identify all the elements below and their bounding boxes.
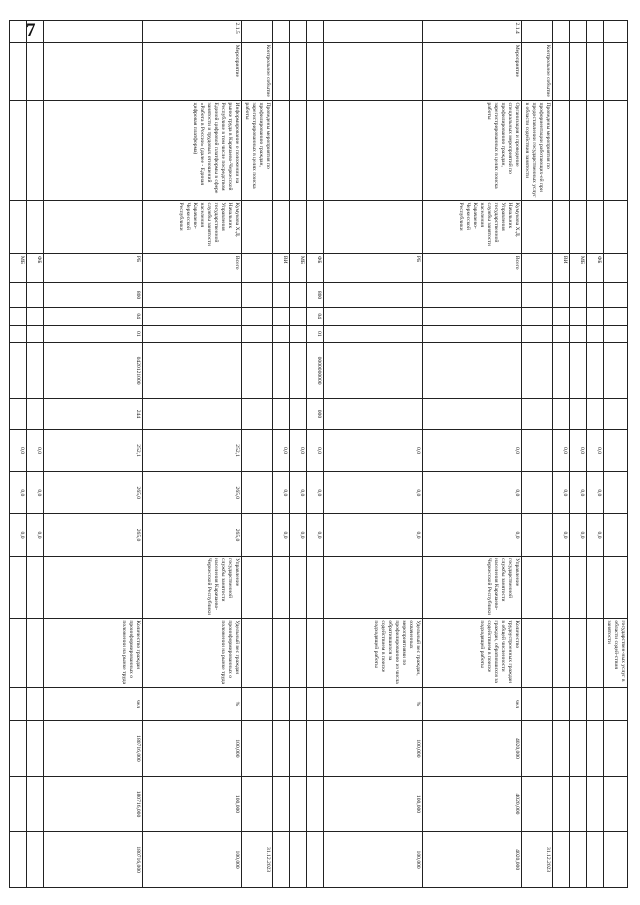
value-cell: 0,0	[27, 429, 44, 471]
indicator-cell: Удельный вес граждан проинформированных о положении на рынке труда	[143, 618, 242, 687]
value-cell: 0,0	[27, 472, 44, 514]
value-cell: 0,0	[27, 514, 44, 556]
executor-cell: Управление государственной службы занятости населения Карачаево-Черкесской Республики	[423, 556, 522, 618]
indicator-value-cell: 180716,000	[44, 776, 143, 832]
responsible-cell: Кумукова Х.Д. Начальник Управления государственной службы занятости населения Карачаево-Черкесской Республики	[423, 201, 522, 254]
table-row	[604, 21, 628, 888]
value-cell: 265,0	[143, 514, 242, 556]
table-row	[307, 21, 324, 888]
value-cell: 265,0	[44, 472, 143, 514]
executor-cell: Управление государственной службы занятости населения Карачаево-Черкесской Республики	[143, 556, 242, 618]
value-cell: 0,0	[307, 472, 324, 514]
source-cell: Всего	[143, 254, 242, 283]
code-cell: 800	[307, 283, 324, 307]
value-cell: 0,0	[423, 472, 522, 514]
source-cell: МБ	[570, 254, 587, 283]
unit-cell: %	[324, 687, 423, 720]
indicator-value-cell: 180716,000	[44, 721, 143, 777]
source-cell: ФБ	[587, 254, 604, 283]
table-row	[324, 21, 423, 888]
value-cell: 0,0	[324, 514, 423, 556]
indicator-value-cell: 180716,000	[44, 832, 143, 888]
code-cell: 01	[307, 325, 324, 343]
source-cell: РБ	[44, 254, 143, 283]
value-cell: 0,0	[290, 514, 307, 556]
code-cell: 800	[44, 283, 143, 307]
source-cell: ВИ	[553, 254, 570, 283]
source-cell: МБ	[290, 254, 307, 283]
code-cell: 244	[44, 398, 143, 429]
value-cell: 265,0	[44, 514, 143, 556]
table-row	[290, 21, 307, 888]
table-row	[143, 21, 242, 888]
value-cell: 0,0	[423, 514, 522, 556]
indicator-cell: Количество граждан проинформированных о положении на рынке труда	[44, 618, 143, 687]
value-cell: 252,1	[143, 429, 242, 471]
value-cell: 0,0	[10, 472, 27, 514]
indicator-value-cell: 100,000	[143, 721, 242, 777]
description-cell: Информирование о положении на рынке труда в Карачаево-Черкесской Республике в том числе посредством Единой цифровой платформы в сфере занятости и трудовых отношений «Работа в России» (далее - Единая цифровая платформа)	[143, 101, 242, 201]
table-row	[587, 21, 604, 888]
indicator-value-cell: 100,000	[143, 832, 242, 888]
value-cell: 0,0	[273, 429, 290, 471]
rotated-table-area	[19, 20, 628, 888]
row-type-cell: Мероприятие	[423, 43, 522, 101]
code-cell: 04	[307, 307, 324, 325]
value-cell: 252,1	[44, 429, 143, 471]
row-type-cell: Контрольное событие	[522, 43, 553, 101]
indicator-value-cell: 100,000	[143, 776, 242, 832]
table-row	[522, 21, 553, 888]
value-cell: 0,0	[324, 472, 423, 514]
row-type-cell: Мероприятие	[143, 43, 242, 101]
source-cell: ФБ	[27, 254, 44, 283]
description-cell: Проведены мероприятия по профориентации работающих-ей при предоставлении государственных услуг в области содействия занятости	[522, 101, 553, 201]
source-cell: ВИ	[273, 254, 290, 283]
table-row	[273, 21, 290, 888]
table-row	[10, 21, 27, 888]
value-cell: 0,0	[553, 472, 570, 514]
date-cell	[242, 721, 273, 777]
row-type-cell: Контрольное событие	[242, 43, 273, 101]
value-cell: 0,0	[10, 514, 27, 556]
value-cell: 0,0	[587, 429, 604, 471]
value-cell: 0,0	[290, 472, 307, 514]
value-cell: 265,0	[143, 472, 242, 514]
indicator-cell: Количество трудоустроенных граждан в общей численности граждан, обратившихся за содействием в поиске подходящей работы	[423, 618, 522, 687]
table-row	[242, 21, 273, 888]
description-cell: Организация и проведение специальных мероприятий по профилированию граждан, зарегистрированных в целях поиска работы	[423, 101, 522, 201]
program-table	[19, 20, 628, 888]
table-row	[553, 21, 570, 888]
indicator-value-cell: 4020,000	[423, 776, 522, 832]
value-cell: 0,0	[307, 514, 324, 556]
date-cell: 31.12.2023	[522, 832, 553, 888]
table-row	[570, 21, 587, 888]
responsible-cell: Кумукова Х.Д. Начальник Управления государственной службы занятости населения Карачаево-Черкесской Республики	[143, 201, 242, 254]
date-cell	[522, 721, 553, 777]
value-cell: 0,0	[307, 429, 324, 471]
value-cell: 0,0	[587, 514, 604, 556]
date-cell: 31.12.2023	[242, 832, 273, 888]
table-row	[27, 21, 44, 888]
table-row	[423, 21, 522, 888]
table-row	[44, 21, 143, 888]
indicator-value-cell: 4020,000	[423, 832, 522, 888]
source-cell: РБ	[324, 254, 423, 283]
page-number: 7	[26, 20, 36, 41]
value-cell: 0,0	[553, 429, 570, 471]
unit-cell: %	[143, 687, 242, 720]
code-cell: 0420121000	[44, 343, 143, 399]
indicator-value-cell: 100,000	[324, 721, 423, 777]
code-cell: 0000000000	[307, 343, 324, 399]
unit-cell: чел	[423, 687, 522, 720]
code-cell: 04	[44, 307, 143, 325]
value-cell: 0,0	[10, 429, 27, 471]
value-cell: 0,0	[273, 514, 290, 556]
value-cell: 0,0	[570, 429, 587, 471]
indicator-cell: государствен-ных услуг в области содей-ствия занятости	[604, 618, 628, 687]
value-cell: 0,0	[273, 472, 290, 514]
source-cell: МБ	[10, 254, 27, 283]
code-cell: 01	[44, 325, 143, 343]
value-cell: 0,0	[290, 429, 307, 471]
indicator-value-cell: 4020,000	[423, 721, 522, 777]
code-cell: 000	[307, 398, 324, 429]
value-cell: 0,0	[423, 429, 522, 471]
value-cell: 0,0	[570, 514, 587, 556]
value-cell: 0,0	[587, 472, 604, 514]
source-cell: ФБ	[307, 254, 324, 283]
source-cell: Всего	[423, 254, 522, 283]
indicator-cell: Удельный вес граждан, охваченных мероприятиями по профилированию из числа обратившихся за содействием в поиске подходящей работы	[324, 618, 423, 687]
value-cell: 0,0	[324, 429, 423, 471]
description-cell: Проведены мероприятия по профилированию граждан, зарегистрированных в целях поиска работы	[242, 101, 273, 201]
date-cell	[522, 776, 553, 832]
indicator-value-cell: 100,000	[324, 832, 423, 888]
row-number-cell: 2.1.4	[423, 21, 522, 43]
row-number-cell: 2.1.5	[143, 21, 242, 43]
value-cell: 0,0	[570, 472, 587, 514]
activities-table	[9, 20, 628, 888]
date-cell	[242, 776, 273, 832]
unit-cell: чел	[44, 687, 143, 720]
value-cell: 0,0	[553, 514, 570, 556]
indicator-value-cell: 100,000	[324, 776, 423, 832]
